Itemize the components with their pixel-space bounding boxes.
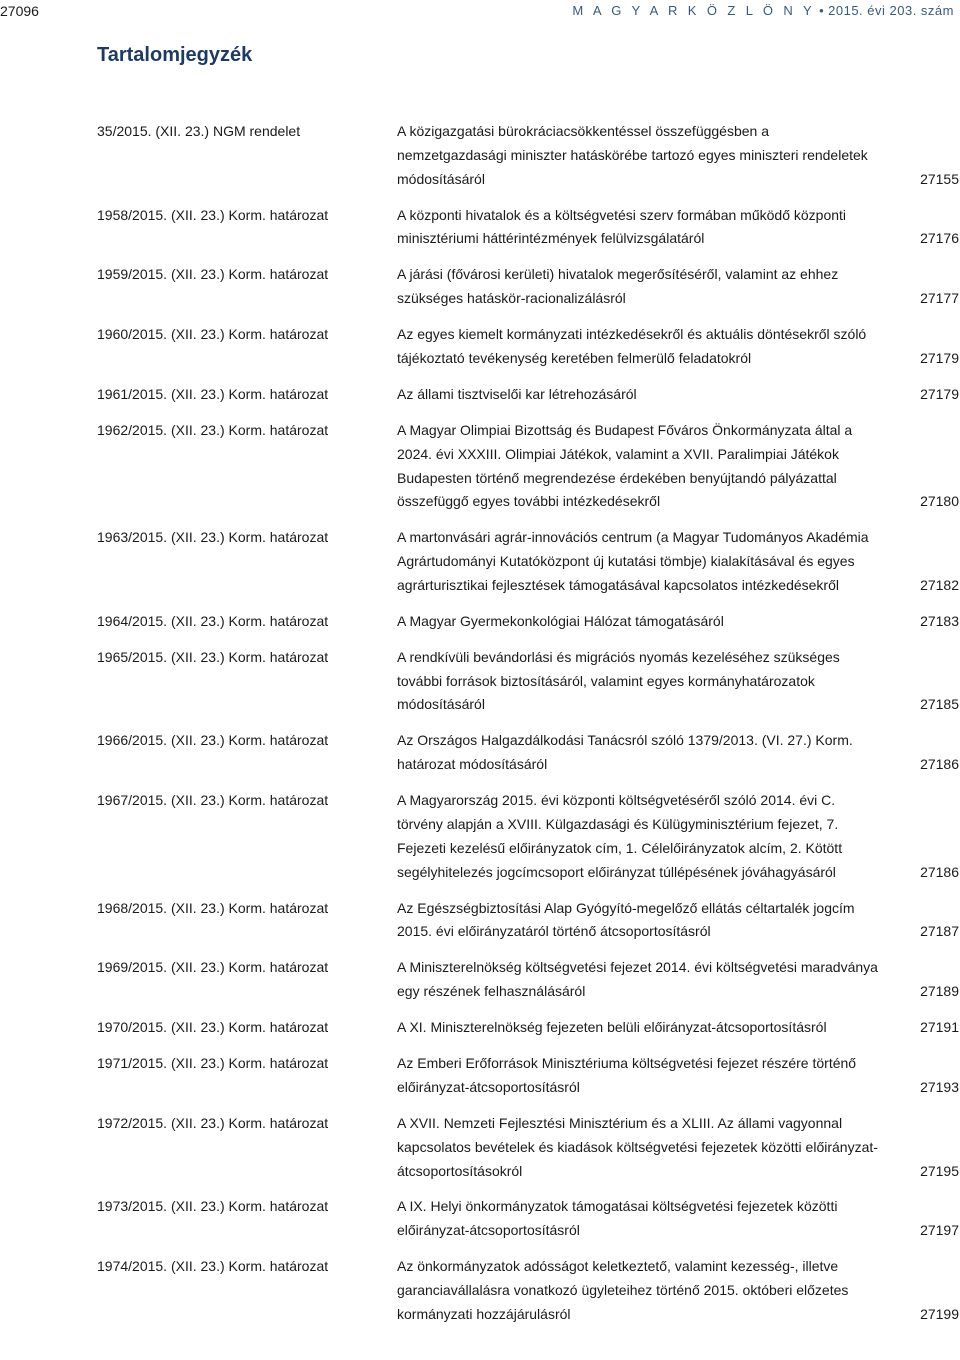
entry-reference: 1970/2015. (XII. 23.) Korm. határozat <box>97 1019 329 1036</box>
entry-reference: 1969/2015. (XII. 23.) Korm. határozat <box>97 959 329 976</box>
entry-page-number: 27189 <box>920 983 959 1000</box>
journal-name: M A G Y A R K Ö Z L Ö N Y <box>572 3 816 18</box>
entry-reference: 1963/2015. (XII. 23.) Korm. határozat <box>97 529 329 546</box>
entry-reference: 1959/2015. (XII. 23.) Korm. határozat <box>97 266 329 283</box>
entry-reference: 1971/2015. (XII. 23.) Korm. határozat <box>97 1055 329 1072</box>
entry-page-number: 27197 <box>920 1222 959 1239</box>
entry-page-number: 27186 <box>920 863 959 880</box>
entry-page-number: 27155 <box>920 170 959 187</box>
toc-entry[interactable] <box>97 610 959 634</box>
entry-page-number: 27177 <box>920 290 959 307</box>
toc-entry[interactable] <box>97 1112 959 1183</box>
entry-title: Az önkormányzatok adósságot keletkeztető, valamint kezesség-, illetve garanciavállalásra vonatkozó ügyleteihez történő 2015. októberi előzetes kormányzati hozzájárulásról <box>397 1258 849 1322</box>
entry-page-number: 27195 <box>920 1162 959 1179</box>
entry-reference: 35/2015. (XII. 23.) NGM rendelet <box>97 123 301 139</box>
entry-page-number: 27183 <box>920 612 959 629</box>
entry-page-number: 27186 <box>920 756 959 773</box>
entry-page-number: 27193 <box>920 1078 959 1095</box>
entry-title: A Magyar Gyermekonkológiai Hálózat támogatásáról <box>397 612 724 629</box>
entry-title: A központi hivatalok és a költségvetési szerv formában működő központi minisztériumi háttérintézmények felülvizsgálatáról <box>397 206 847 247</box>
entry-reference: 1967/2015. (XII. 23.) Korm. határozat <box>97 792 329 809</box>
entry-title: A XI. Miniszterelnökség fejezeten belüli előirányzat-átcsoportosításról <box>397 1019 827 1036</box>
entry-reference: 1972/2015. (XII. 23.) Korm. határozat <box>97 1114 329 1131</box>
entry-page-number: 27199 <box>920 1305 959 1322</box>
entry-reference: 1965/2015. (XII. 23.) Korm. határozat <box>97 648 329 665</box>
entry-title: Az Emberi Erőforrások Minisztériuma költségvetési fejezet részére történő előirányzat-átcsoportosításról <box>397 1055 857 1095</box>
entry-title: Az Egészségbiztosítási Alap Gyógyító-megelőző ellátás céltartalék jogcím 2015. évi előirányzatáról történő átcsoportosításról <box>397 899 855 940</box>
entry-reference: 1958/2015. (XII. 23.) Korm. határozat <box>97 206 329 223</box>
toc-entry[interactable] <box>97 204 959 252</box>
entry-title: A martonvásári agrár-innovációs centrum (a Magyar Tudományos Akadémia Agrártudományi Kutatóközpont új kutatási tömbje) kialakításával és egyes agrárturisztikai fejlesztések támogatásával kapcsolatos intézkedésekről <box>397 529 869 593</box>
toc-entry[interactable] <box>97 1255 959 1326</box>
toc-entry[interactable] <box>97 526 959 597</box>
toc-entry[interactable] <box>97 789 959 884</box>
toc-entry[interactable] <box>97 120 959 191</box>
page-title: Tartalomjegyzék <box>97 44 253 66</box>
entry-page-number: 27176 <box>920 230 959 247</box>
entry-title: A Magyarország 2015. évi központi költségvetéséről szóló 2014. évi C. törvény alapján a XVIII. Külgazdasági és Külügyminisztérium fejezet, 7. Fejezeti kezelésű előirányzatok cím, 1. Célelőirányzatok alcím, 2. Kötött segélyhitelezés jogcímcsoport előirányzat túllépésének jóváhagyásáról <box>397 792 843 880</box>
entry-title: A közigazgatási bürokráciacsökkentéssel összefüggésben a nemzetgazdasági miniszter hatáskörébe tartozó egyes miniszteri rendeletek módosításáról <box>397 123 868 187</box>
entry-reference: 1966/2015. (XII. 23.) Korm. határozat <box>97 732 329 749</box>
toc-entry[interactable] <box>97 956 959 1004</box>
entry-title: Az egyes kiemelt kormányzati intézkedésekről és aktuális döntésekről szóló tájékoztató tevékenység keretében felmerülő feladatokról <box>397 326 867 366</box>
entry-reference: 1962/2015. (XII. 23.) Korm. határozat <box>97 421 329 438</box>
issue-label: 2015. évi 203. szám <box>828 3 954 18</box>
entry-title: Az Országos Halgazdálkodási Tanácsról szóló 1379/2013. (VI. 27.) Korm. határozat módosításáról <box>397 732 853 773</box>
entry-page-number: 27179 <box>920 349 959 366</box>
entry-title: A Magyar Olimpiai Bizottság és Budapest Főváros Önkormányzata által a 2024. évi XXXIII. Olimpiai Játékok, valamint a XVII. Paralimpiai Játékok Budapesten történő megrendezése érdekében benyújtandó pályázattal összefüggő egyes további intézkedésekről <box>397 421 853 510</box>
toc-entry[interactable] <box>97 646 959 717</box>
header-separator: • <box>819 3 825 18</box>
entry-title: Az állami tisztviselői kar létrehozásáról <box>397 385 637 402</box>
toc-entry[interactable] <box>97 897 959 945</box>
entry-reference: 1960/2015. (XII. 23.) Korm. határozat <box>97 326 329 343</box>
toc-entry[interactable] <box>97 1195 959 1243</box>
table-of-contents <box>97 120 959 1339</box>
entry-title: A Miniszterelnökség költségvetési fejezet 2014. évi költségvetési maradványa egy részének felhasználásáról <box>397 959 878 1000</box>
toc-entry[interactable] <box>97 419 959 514</box>
toc-entry[interactable] <box>97 1052 959 1100</box>
toc-entry[interactable] <box>97 383 959 407</box>
entry-page-number: 27187 <box>920 923 959 940</box>
entry-reference: 1968/2015. (XII. 23.) Korm. határozat <box>97 899 329 916</box>
entry-page-number: 27180 <box>920 493 959 510</box>
toc-entry[interactable] <box>97 263 959 311</box>
entry-reference: 1961/2015. (XII. 23.) Korm. határozat <box>97 385 329 402</box>
entry-page-number: 27185 <box>920 696 959 713</box>
journal-header <box>572 3 954 18</box>
toc-entry[interactable] <box>97 729 959 777</box>
toc-entry[interactable] <box>97 323 959 371</box>
entry-title: A rendkívüli bevándorlási és migrációs nyomás kezeléséhez szükséges további források biztosításáról, valamint egyes kormányhatározatok módosításáról <box>397 648 840 713</box>
entry-title: A IX. Helyi önkormányzatok támogatásai költségvetési fejezetek közötti előirányzat-átcsoportosításról <box>397 1198 838 1239</box>
entry-reference: 1974/2015. (XII. 23.) Korm. határozat <box>97 1258 329 1275</box>
entry-reference: 1964/2015. (XII. 23.) Korm. határozat <box>97 612 329 629</box>
entry-page-number: 27182 <box>920 576 959 593</box>
entry-page-number: 27191 <box>920 1019 959 1036</box>
page-number: 27096 <box>0 3 39 19</box>
entry-page-number: 27179 <box>920 385 959 402</box>
entry-title: A XVII. Nemzeti Fejlesztési Minisztérium és a XLIII. Az állami vagyonnal kapcsolatos bevételek és kiadások költségvetési fejezetek közötti előirányzat-átcsoportosításokról <box>397 1114 878 1179</box>
entry-title: A járási (fővárosi kerületi) hivatalok megerősítéséről, valamint az ehhez szükséges hatáskör-racionalizálásról <box>397 266 839 307</box>
toc-entry[interactable] <box>97 1016 959 1040</box>
entry-reference: 1973/2015. (XII. 23.) Korm. határozat <box>97 1198 329 1215</box>
